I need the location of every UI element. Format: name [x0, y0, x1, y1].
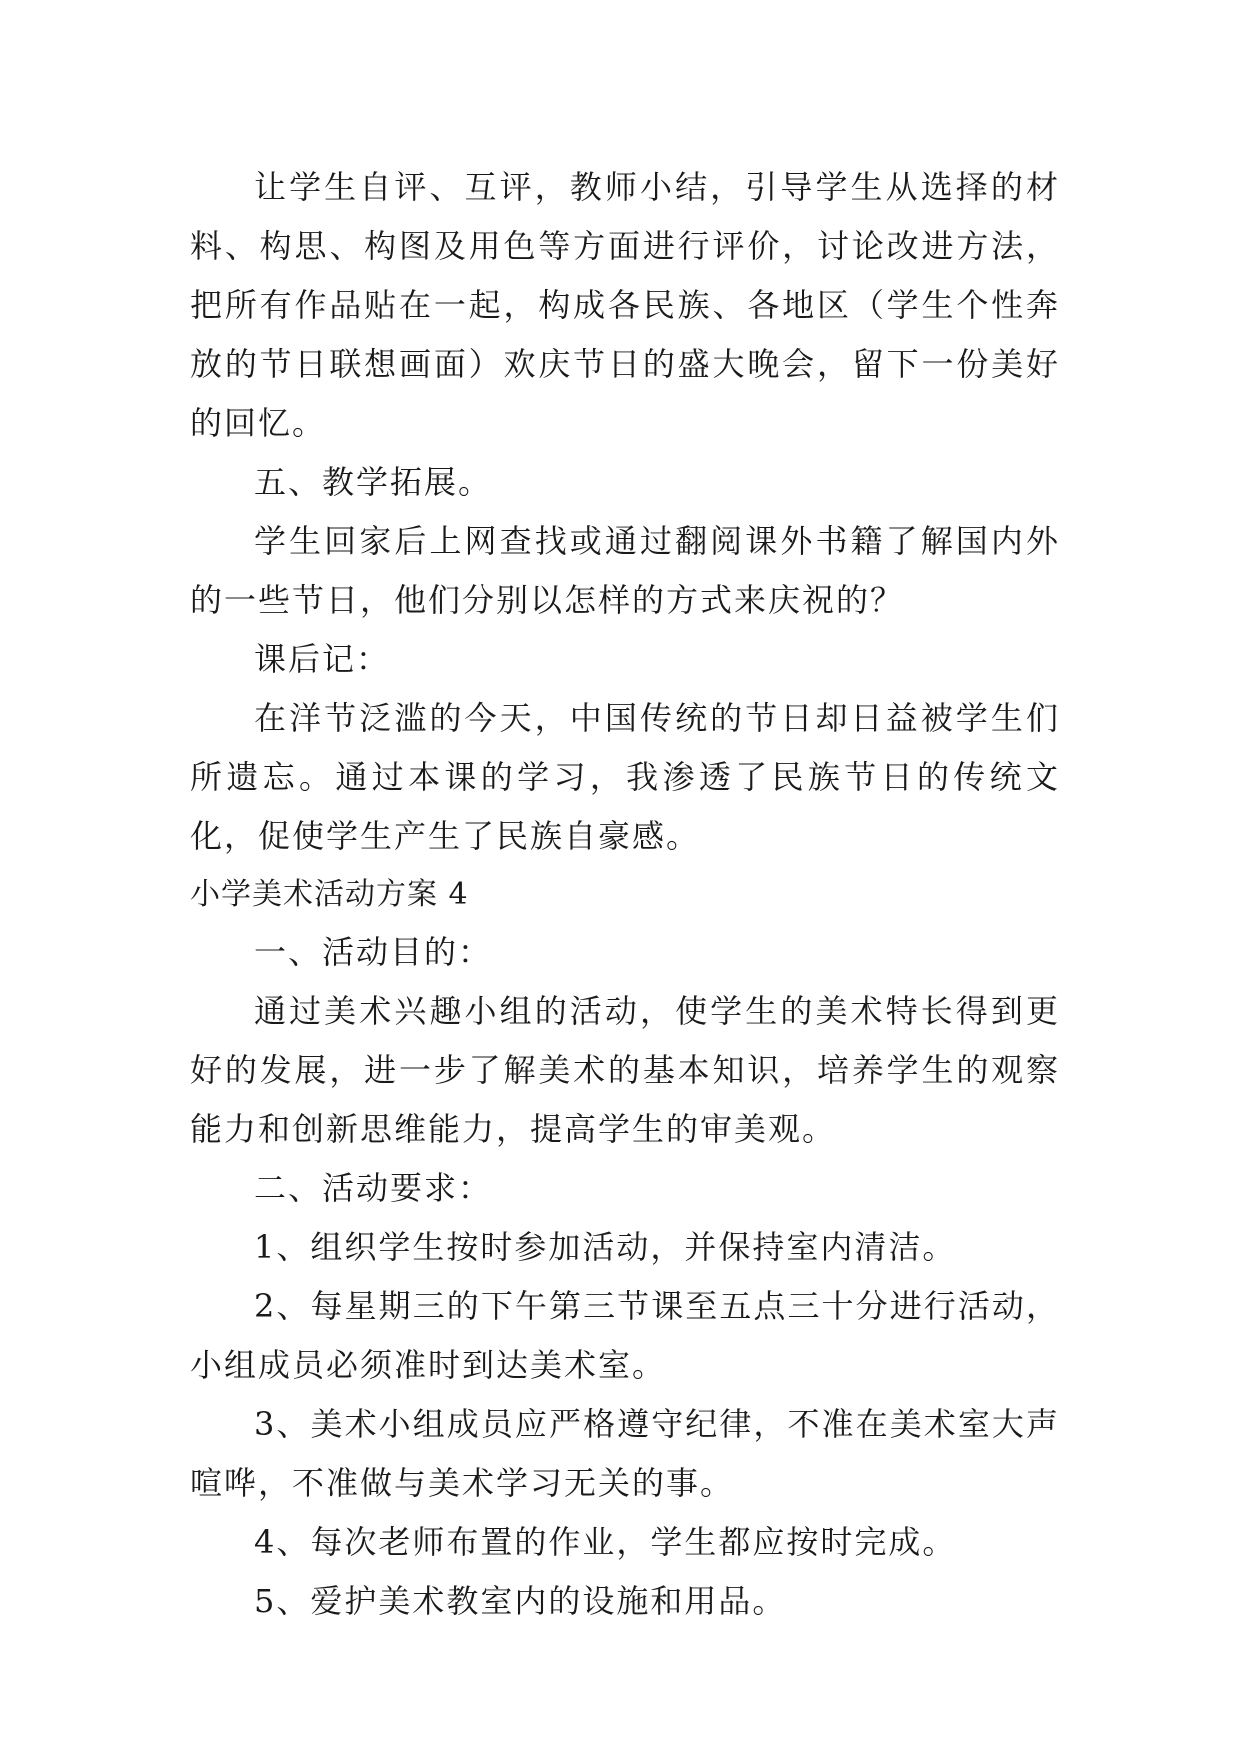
list-item-requirement-5: 5、爱护美术教室内的设施和用品。 — [254, 1582, 787, 1620]
paragraph-evaluation: 让学生自评、互评，教师小结，引导学生从选择的材料、构思、构图及用色等方面进行评价，讨论改进方法，把所有作品贴在一起，构成各民族、各地区（学生个性奔放的节日联想画面）欢庆节日的盛大晚会，留下一份美好的回忆。 — [190, 168, 1060, 442]
list-item-requirement-2: 2、每星期三的下午第三节课至五点三十分进行活动，小组成员必须准时到达美术室。 — [190, 1287, 1060, 1384]
list-item-requirement-4: 4、每次老师布置的作业，学生都应按时完成。 — [254, 1523, 957, 1561]
heading-activity-requirements: 二、活动要求： — [254, 1169, 493, 1207]
paragraph-activity-purpose: 通过美术兴趣小组的活动，使学生的美术特长得到更好的发展，进一步了解美术的基本知识，培养学生的观察能力和创新思维能力，提高学生的审美观。 — [190, 992, 1060, 1148]
paragraph-extension-task: 学生回家后上网查找或通过翻阅课外书籍了解国内外的一些节日，他们分别以怎样的方式来庆祝的？ — [190, 522, 1060, 619]
heading-post-lesson-notes: 课后记： — [254, 640, 391, 678]
list-item-requirement-1: 1、组织学生按时参加活动，并保持室内清洁。 — [254, 1228, 957, 1266]
heading-teaching-extension: 五、教学拓展。 — [254, 463, 493, 501]
paragraph-post-lesson-reflection: 在洋节泛滥的今天，中国传统的节日却日益被学生们所遗忘。通过本课的学习，我渗透了民族节日的传统文化，促使学生产生了民族自豪感。 — [190, 699, 1060, 855]
section-title: 小学美术活动方案 4 — [190, 877, 469, 912]
document-body — [190, 158, 1060, 1631]
list-item-requirement-3: 3、美术小组成员应严格遵守纪律，不准在美术室大声喧哗，不准做与美术学习无关的事。 — [190, 1405, 1060, 1502]
heading-activity-purpose: 一、活动目的： — [254, 933, 493, 971]
